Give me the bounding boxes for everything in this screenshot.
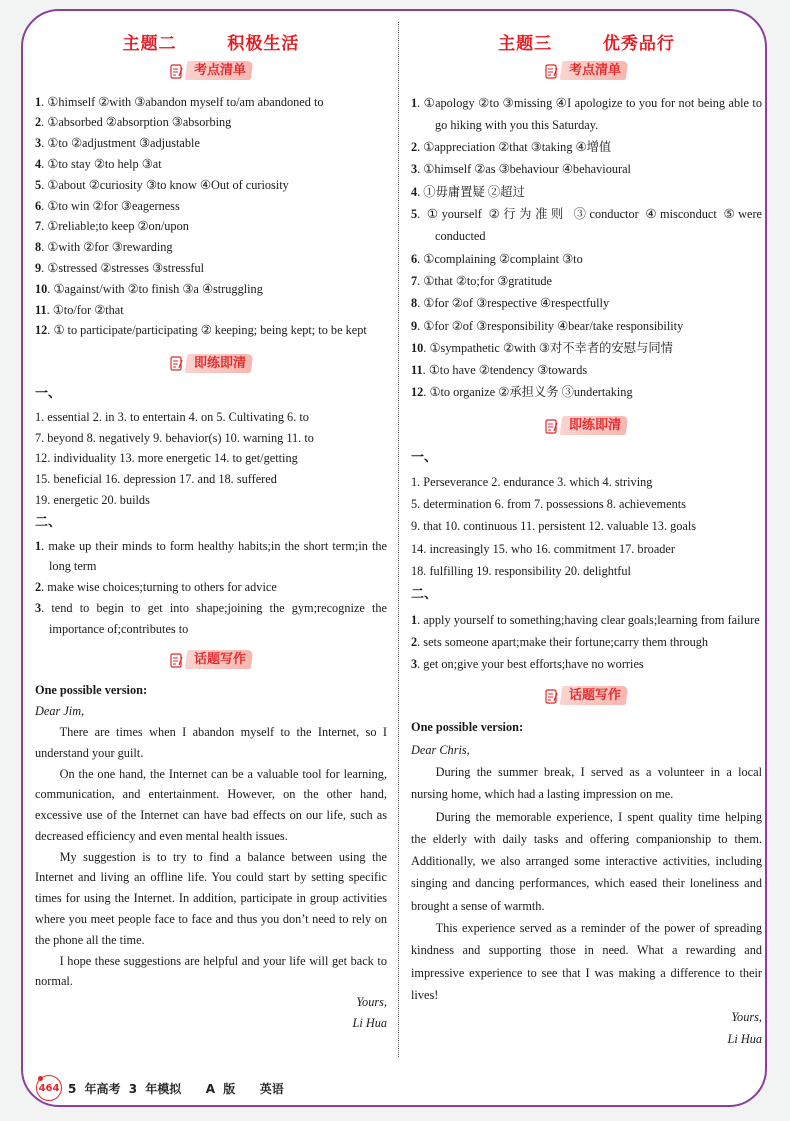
list-item: 2. ①absorbed ②absorption ③absorbing <box>35 115 232 130</box>
answer-line: 7. beyond 8. negatively 9. behavior(s) 10. warning 11. to <box>35 430 314 445</box>
notepad-icon <box>170 355 183 371</box>
essay-paragraph: On the one hand, the Internet can be a valuable tool for learning, communication, and entertainment. However, on the other hand, excessive use of the Internet can have bad effects on our life, such as decreased efficiency and even mental health issues. <box>35 766 387 843</box>
salutation: Dear Chris, <box>411 742 470 757</box>
closing: Yours, <box>731 1010 762 1025</box>
section-badge-huati: 话题写作 <box>35 650 387 675</box>
section-badge-huati: 话题写作 <box>411 686 762 711</box>
section-badge-jilian: 即练即清 <box>35 353 387 378</box>
page-footer <box>36 1075 284 1101</box>
part-heading: 一、 <box>411 449 438 465</box>
answer-line: 15. beneficial 16. depression 17. and 18. suffered <box>35 472 277 487</box>
essay-paragraph: During the summer break, I served as a volunteer in a local nursing home, which had a lasting impression on me. <box>411 764 762 802</box>
list-item: 10. ①against/with ②to finish ③a ④struggling <box>35 281 263 296</box>
essay-paragraph: I hope these suggestions are helpful and your life will get back to normal. <box>35 953 387 989</box>
list-item: 3. tend to begin to get into shape;joining the gym;recognize the importance of;contributes to <box>35 600 387 636</box>
answer-line: 19. energetic 20. builds <box>35 492 150 507</box>
essay-paragraph: This experience served as a reminder of the power of spreading kindness and supporting those in need. What a rewarding and impressive experience to see that I was making a difference to their lives! <box>411 920 762 1002</box>
section-badge-jilian: 即练即清 <box>411 416 762 441</box>
list-item: 9. ①stressed ②stresses ③stressful <box>35 260 205 275</box>
list-item: 2. sets someone apart;make their fortune;carry them through <box>411 634 709 649</box>
list-item: 2. ①appreciation ②that ③taking ④增值 <box>411 140 612 155</box>
answer-line: 5. determination 6. from 7. possessions 8. achievements <box>411 497 686 512</box>
list-item: 1. ①himself ②with ③abandon myself to/am abandoned to <box>35 94 324 109</box>
list-item: 7. ①that ②to;for ③gratitude <box>411 273 552 288</box>
list-item: 10. ①sympathetic ②with ③对不幸者的安慰与同情 <box>411 340 673 355</box>
part-heading: 二、 <box>411 587 438 603</box>
list-item: 11. ①to have ②tendency ③towards <box>411 363 588 378</box>
answer-line: 1. Perseverance 2. endurance 3. which 4. striving <box>411 474 653 489</box>
list-item: 1. ①apology ②to ③missing ④I apologize to you for not being able to go hiking with you this Saturday. <box>411 95 762 132</box>
essay-paragraph: There are times when I abandon myself to the Internet, so I understand your guilt. <box>35 724 387 760</box>
signature: Li Hua <box>727 1032 762 1047</box>
list-item: 4. ①毋庸置疑 ②超过 <box>411 184 525 199</box>
list-item: 5. ①about ②curiosity ③to know ④Out of curiosity <box>35 177 289 192</box>
notepad-icon <box>545 418 558 434</box>
list-item: 11. ①to/for ②that <box>35 302 124 317</box>
column-divider <box>398 22 399 1057</box>
section-badge-kaodian: 考点清单 <box>411 61 762 86</box>
notepad-icon <box>545 63 558 79</box>
list-item: 3. ①to ②adjustment ③adjustable <box>35 136 200 151</box>
topic-title: 主题二 积极生活 <box>122 34 300 54</box>
list-item: 4. ①to stay ②to help ③at <box>35 156 162 171</box>
part-heading: 二、 <box>35 514 62 530</box>
kaodian-list <box>35 92 387 342</box>
essay-label: One possible version: <box>411 720 524 735</box>
list-item: 1. apply yourself to something;having clear goals;learning from failure <box>411 612 760 627</box>
kaodian-list <box>411 92 762 404</box>
list-item: 6. ①complaining ②complaint ③to <box>411 251 583 266</box>
answer-line: 12. individuality 13. more energetic 14. to get/getting <box>35 451 298 466</box>
part-heading: 一、 <box>35 385 62 401</box>
page-number: 464 <box>36 1075 62 1101</box>
answer-line: 18. fulfilling 19. responsibility 20. delightful <box>411 564 631 579</box>
essay-paragraph: During the memorable experience, I spent quality time helping the elderly with daily tasks and offering companionship to them. Additionally, we also arranged some interactive activities, including singing and dancing performances, which eased their loneliness and brought a sense of warmth. <box>411 809 762 913</box>
list-item: 6. ①to win ②for ③eagerness <box>35 198 180 213</box>
notepad-icon <box>545 688 558 704</box>
list-item: 8. ①for ②of ③respective ④respectfully <box>411 296 610 311</box>
list-item: 7. ①reliable;to keep ②on/upon <box>35 219 189 234</box>
list-item: 1. make up their minds to form healthy habits;in the short term;in the long term <box>35 538 387 574</box>
left-column <box>35 20 387 1034</box>
list-item: 2. make wise choices;turning to others for advice <box>35 580 277 595</box>
answer-line: 9. that 10. continuous 11. persistent 12. valuable 13. goals <box>411 519 697 534</box>
list-item: 9. ①for ②of ③responsibility ④bear/take responsibility <box>411 318 684 333</box>
topic-title: 主题三 优秀品行 <box>498 34 675 54</box>
book-title: 5 年高考 3 年模拟 A 版 英语 <box>68 1081 284 1096</box>
signature: Li Hua <box>352 1016 387 1031</box>
list-item: 8. ①with ②for ③rewarding <box>35 240 173 255</box>
list-item: 5. ①yourself ②行为准则 ③conductor ④misconduct ⑤were conducted <box>411 207 762 244</box>
salutation: Dear Jim, <box>35 704 85 719</box>
list-item: 12. ①to organize ②承担义务 ③undertaking <box>411 385 633 400</box>
section-badge-kaodian: 考点清单 <box>35 61 387 86</box>
answer-line: 1. essential 2. in 3. to entertain 4. on 5. Cultivating 6. to <box>35 409 309 424</box>
list-item: 3. ①himself ②as ③behaviour ④behavioural <box>411 162 631 177</box>
answer-line: 14. increasingly 15. who 16. commitment 17. broader <box>411 541 675 556</box>
right-column <box>411 20 762 1051</box>
essay-label: One possible version: <box>35 683 148 698</box>
essay-paragraph: My suggestion is to try to find a balance between using the Internet and living an offline life. You could start by setting specific times for using the Internet. In addition, participate in group activities where you meet people face to face and thus you don’t need to rely on the phone all the time. <box>35 849 387 947</box>
closing: Yours, <box>356 995 387 1010</box>
list-item: 12. ① to participate/participating ② keeping; being kept; to be kept <box>35 323 367 338</box>
notepad-icon <box>170 63 183 79</box>
list-item: 3. get on;give your best efforts;have no worries <box>411 657 644 672</box>
notepad-icon <box>170 652 183 668</box>
